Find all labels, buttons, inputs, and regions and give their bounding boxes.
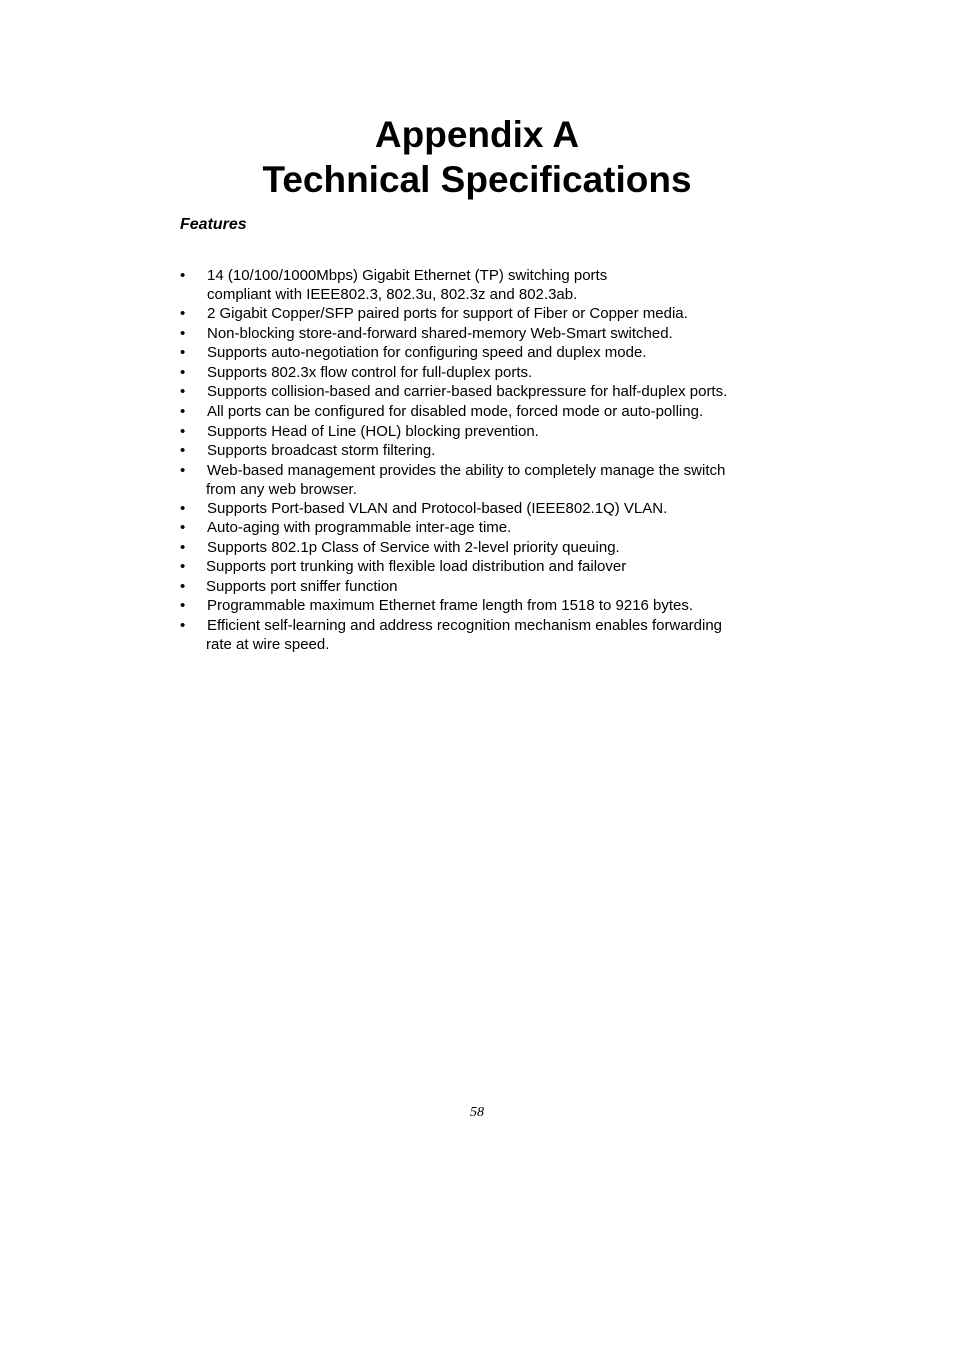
list-item (180, 382, 780, 401)
list-item (180, 266, 780, 304)
list-item-text: Supports broadcast storm filtering. (207, 442, 436, 459)
list-item (180, 363, 780, 382)
list-item-text: Supports auto-negotiation for configuring speed and duplex mode. (207, 344, 647, 361)
bullet-icon: • (180, 558, 186, 575)
section-heading-features: Features (180, 216, 247, 233)
list-item-text: Supports 802.1p Class of Service with 2-level priority queuing. (207, 539, 620, 556)
list-item-text: Supports 802.3x flow control for full-duplex ports. (207, 364, 533, 381)
list-item-text-continued: compliant with IEEE802.3, 802.3u, 802.3z and 802.3ab. (207, 286, 578, 303)
list-item-text: All ports can be configured for disabled mode, forced mode or auto-polling. (207, 403, 704, 420)
list-item (180, 518, 780, 537)
bullet-icon: • (180, 383, 186, 400)
list-item-text: 2 Gigabit Copper/SFP paired ports for support of Fiber or Copper media. (207, 305, 688, 322)
bullet-icon: • (180, 305, 186, 322)
bullet-icon: • (180, 344, 186, 361)
list-item-text-continued: from any web browser. (206, 481, 357, 498)
list-item-text: Supports Head of Line (HOL) blocking prevention. (207, 423, 539, 440)
list-item (180, 538, 780, 557)
bullet-icon: • (180, 442, 186, 459)
bullet-icon: • (180, 578, 186, 595)
bullet-icon: • (180, 597, 186, 614)
list-item (180, 422, 780, 441)
list-item-text: Supports port trunking with flexible load distribution and failover (206, 558, 627, 575)
list-item-text: Efficient self-learning and address recognition mechanism enables forwarding (207, 617, 723, 634)
list-item (180, 304, 780, 323)
list-item (180, 577, 780, 596)
list-item (180, 499, 780, 518)
list-item-text: Supports port sniffer function (206, 578, 398, 595)
list-item (180, 596, 780, 615)
title-line-appendix: Appendix A (374, 114, 580, 155)
list-item-text: Programmable maximum Ethernet frame length from 1518 to 9216 bytes. (207, 597, 694, 614)
list-item (180, 616, 780, 654)
list-item (180, 343, 780, 362)
list-item-text: Auto-aging with programmable inter-age time. (207, 519, 512, 536)
bullet-icon: • (180, 500, 186, 517)
list-item-text: Supports Port-based VLAN and Protocol-based (IEEE802.1Q) VLAN. (207, 500, 668, 517)
list-item-text: Non-blocking store-and-forward shared-memory Web-Smart switched. (207, 325, 673, 342)
page-number: 58 (470, 1105, 484, 1120)
bullet-icon: • (180, 462, 186, 479)
list-item (180, 402, 780, 421)
bullet-icon: • (180, 267, 186, 284)
bullet-icon: • (180, 539, 186, 556)
title-line-specifications: Technical Specifications (262, 159, 692, 200)
bullet-icon: • (180, 519, 186, 536)
list-item (180, 461, 780, 499)
list-item-text: Supports collision-based and carrier-based backpressure for half-duplex ports. (207, 383, 728, 400)
bullet-icon: • (180, 617, 186, 634)
list-item-text: 14 (10/100/1000Mbps) Gigabit Ethernet (TP) switching ports (207, 267, 608, 284)
list-item-text-continued: rate at wire speed. (206, 636, 330, 653)
bullet-icon: • (180, 364, 186, 381)
bullet-icon: • (180, 403, 186, 420)
list-item (180, 441, 780, 460)
list-item-text: Web-based management provides the ability to completely manage the switch (207, 462, 726, 479)
list-item (180, 324, 780, 343)
bullet-icon: • (180, 423, 186, 440)
list-item (180, 557, 780, 576)
page-title (0, 112, 954, 202)
bullet-icon: • (180, 325, 186, 342)
